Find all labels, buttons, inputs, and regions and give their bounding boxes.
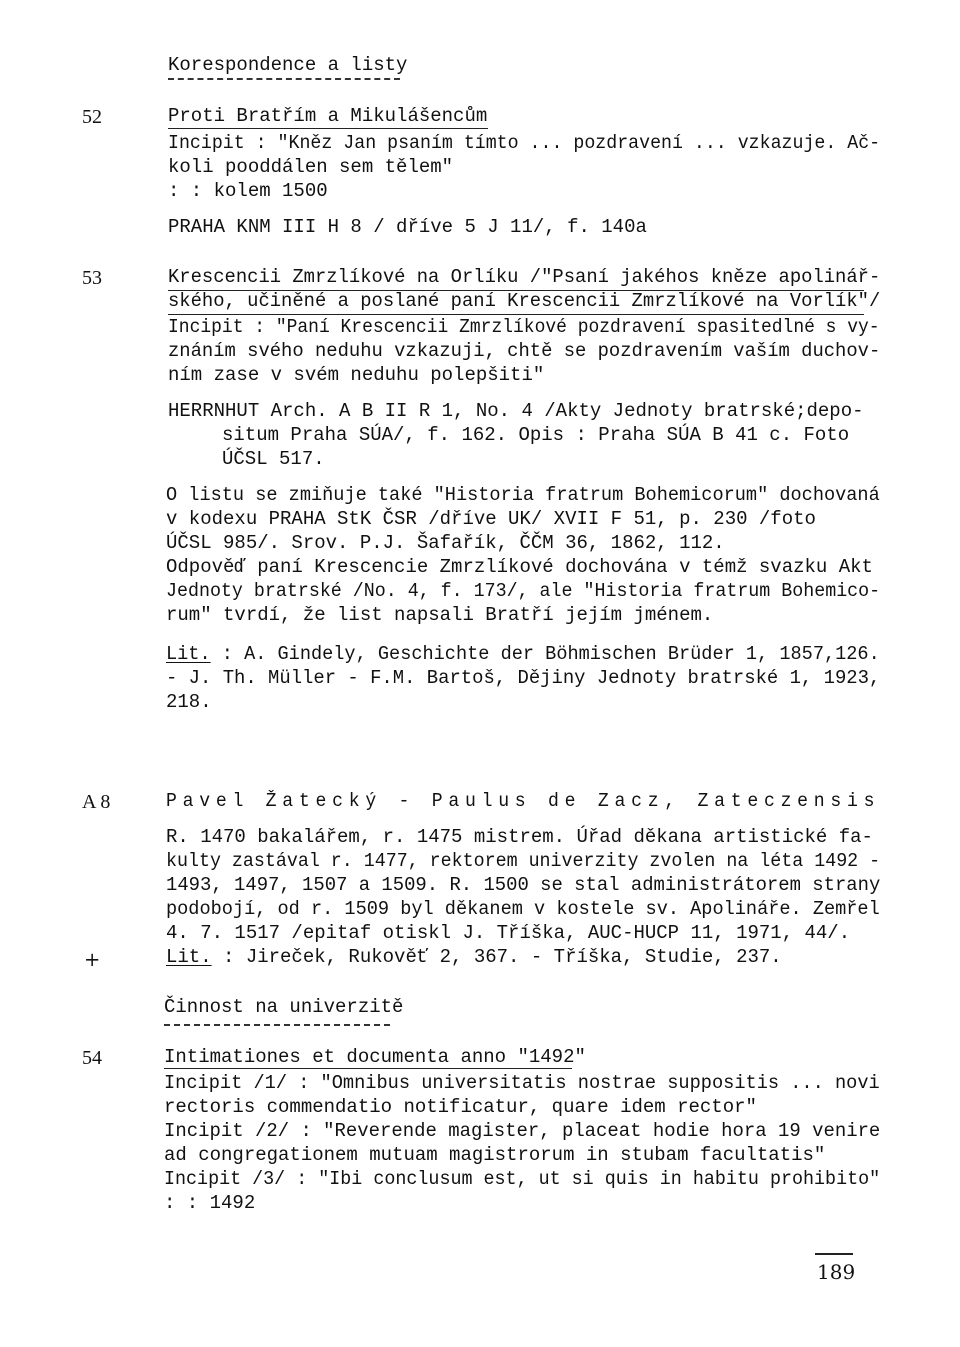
entry-54-line: ad congregationem mutuam magistrorum in stubam facultatis" xyxy=(164,1144,826,1166)
entry-53-title-underline xyxy=(168,314,864,315)
section-heading-dashed-underline xyxy=(168,78,400,80)
entry-54-line: Incipit /1/ : "Omnibus universitatis nostrae suppositis ... novi xyxy=(164,1072,880,1094)
entry-53-note-line: rum" tvrdí, že list napsali Bratří jejím jménem. xyxy=(166,604,714,626)
entry-52-line: koli pooddálen sem tělem" xyxy=(168,156,454,178)
lit-text: : A. Gindely, Geschichte der Böhmischen Brüder 1, 1857,126. xyxy=(210,643,880,665)
entry-53-note-line: ÚČSL 985/. Srov. P.J. Šafařík, ČČM 36, 1862, 112. xyxy=(166,532,725,554)
entry-54-line: rectoris commendatio notificatur, quare idem rector" xyxy=(164,1096,757,1118)
entry-54-line: Incipit /3/ : "Ibi conclusum est, ut si quis in habitu prohibito" xyxy=(164,1168,881,1190)
author-bio-line: 4. 7. 1517 /epitaf otiskl J. Tříška, AUC-HUCP 11, 1971, 44/. xyxy=(166,922,851,944)
lit-text: : Jireček, Rukověť 2, 367. - Tříška, Studie, 237. xyxy=(211,946,782,968)
entry-53-incipit-line: Incipit : "Paní Krescencii Zmrzlíkové pozdravení spasitedlné s vy- xyxy=(168,316,880,338)
author-bio-line: R. 1470 bakalářem, r. 1475 mistrem. Úřad děkana artistické fa- xyxy=(166,826,873,848)
entry-53-lit-line xyxy=(166,645,880,664)
section-heading-korespondence: Korespondence a listy xyxy=(168,54,408,76)
section-heading-dashed-underline xyxy=(164,1024,390,1026)
section-heading-cinnost: Činnost na univerzitě xyxy=(164,996,404,1018)
entry-53-note-line: Odpověď paní Krescencie Zmrzlíkové dochována v témž svazku Akt xyxy=(166,556,873,578)
entry-53-location-line: situm Praha SÚA/, f. 162. Opis : Praha SÚA B 41 c. Foto xyxy=(222,424,850,446)
author-heading: Pavel Žatecký - Paulus de Zacz, Zateczensis xyxy=(166,790,881,812)
entry-52-location: PRAHA KNM III H 8 / dříve 5 J 11/, f. 140a xyxy=(168,216,647,238)
entry-54-line: : : 1492 xyxy=(164,1192,256,1214)
author-number: A 8 xyxy=(82,791,111,813)
lit-label: Lit. xyxy=(166,643,211,665)
entry-52-title: Proti Bratřím a Mikulášencům xyxy=(168,105,488,127)
entry-52-title-underline xyxy=(168,128,488,129)
author-bio-line: podobojí, od r. 1509 byl děkanem v kostele sv. Apolináře. Zemřel xyxy=(166,898,880,920)
entry-54-title: Intimationes et documenta anno "1492" xyxy=(164,1046,586,1068)
entry-53-lit-line: 218. xyxy=(166,691,212,713)
entry-53-location-line: ÚČSL 517. xyxy=(222,448,325,470)
entry-53-note-line: O listu se zmiňuje také "Historia fratrum Bohemicorum" dochovaná xyxy=(166,484,880,506)
entry-52-line: Incipit : "Kněz Jan psaním tímto ... pozdravení ... vzkazuje. Ač- xyxy=(168,132,881,154)
entry-53-title-line: ského, učiněné a poslané paní Krescencii Zmrzlíkové na Vorlík"/ xyxy=(168,290,881,312)
entry-number-52: 52 xyxy=(82,106,102,128)
plus-marker: + xyxy=(84,948,101,971)
entry-53-location-line: HERRNHUT Arch. A B II R 1, No. 4 /Akty Jednoty bratrské;depo- xyxy=(168,400,864,422)
lit-label: Lit. xyxy=(166,946,212,968)
entry-53-title-line: Krescencii Zmrzlíkové na Orlíku /"Psaní jakéhos kněze apolinář- xyxy=(168,266,881,288)
entry-54-title-underline xyxy=(164,1068,572,1069)
entry-number-53: 53 xyxy=(82,267,102,289)
entry-53-lit-line: - J. Th. Müller - F.M. Bartoš, Dějiny Jednoty bratrské 1, 1923, xyxy=(166,667,881,689)
entry-53-incipit-line: znáním svého neduhu vzkazuji, chtě se pozdravením vaším duchov- xyxy=(168,340,881,362)
author-bio-line: kulty zastával r. 1477, rektorem univerzity zvolen na léta 1492 - xyxy=(166,850,881,872)
entry-53-incipit-line: ním zase v svém neduhu polepšiti" xyxy=(168,364,545,386)
author-bio-line: 1493, 1497, 1507 a 1509. R. 1500 se stal administrátorem strany xyxy=(166,874,881,896)
entry-53-note-line: v kodexu PRAHA StK ČSR /dříve UK/ XVII F 51, p. 230 /foto xyxy=(166,508,816,530)
entry-number-54: 54 xyxy=(82,1047,102,1069)
entry-54-line: Incipit /2/ : "Reverende magister, placeat hodie hora 19 venire xyxy=(164,1120,881,1142)
entry-52-line: : : kolem 1500 xyxy=(168,180,328,202)
author-lit-line xyxy=(166,948,782,967)
page-number: 189 xyxy=(817,1260,856,1284)
entry-53-note-line: Jednoty bratrské /No. 4, f. 173/, ale "Historia fratrum Bohemico- xyxy=(166,580,881,602)
page-number-overline xyxy=(815,1253,853,1255)
